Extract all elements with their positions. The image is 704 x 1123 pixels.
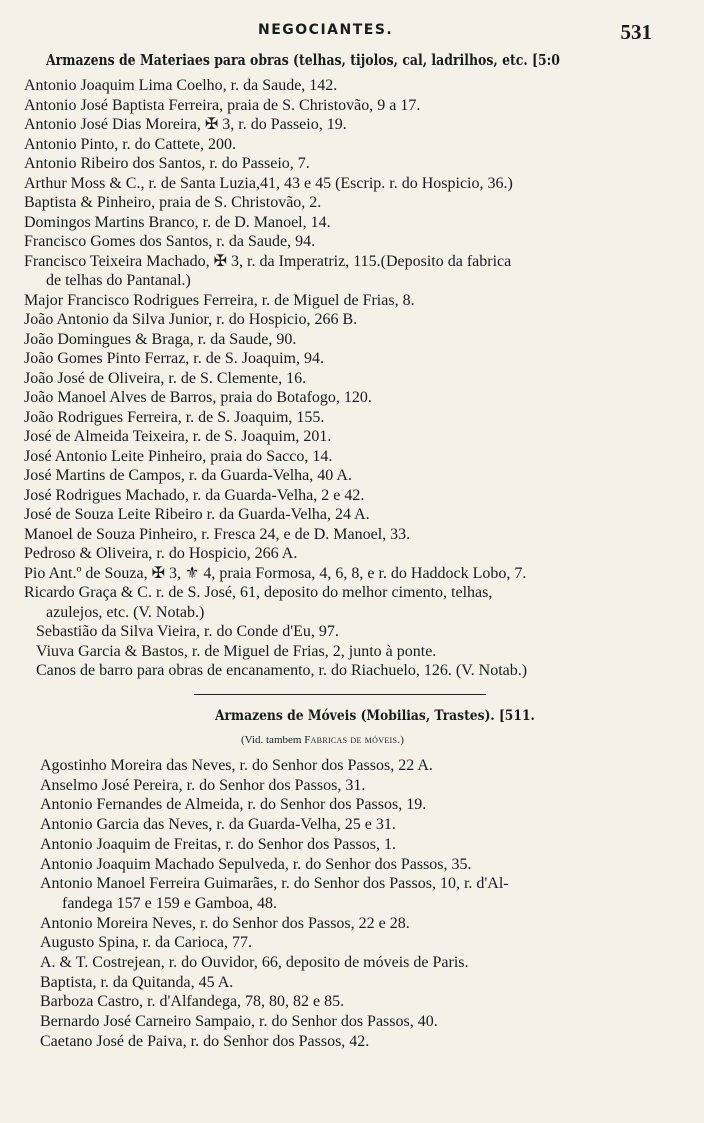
note-reference: Fabricas de móveis. (304, 734, 401, 746)
list-item: Pio Ant.º de Souza, ✠ 3, ⚜ 4, praia Formosa, 4, 6, 8, e r. do Haddock Lobo, 7. (24, 564, 527, 582)
section-divider (194, 694, 486, 695)
section-heading-furniture: Armazens de Móveis (Mobilias, Trastes). [511. (215, 708, 535, 724)
list-item: Pedroso & Oliveira, r. do Hospicio, 266 A. (24, 545, 298, 562)
note-suffix: ) (400, 734, 404, 746)
list-item: José Martins de Campos, r. da Guarda-Velha, 40 A. (24, 467, 352, 484)
list-item: Antonio Joaquim de Freitas, r. do Senhor dos Passos, 1. (40, 835, 396, 853)
running-head (0, 22, 704, 44)
list-item-continuation: fandega 157 e 159 e Gamboa, 48. (62, 894, 278, 912)
list-item: Francisco Teixeira Machado, ✠ 3, r. da Imperatriz, 115.(Deposito da fabrica (24, 252, 512, 270)
list-item: Antonio Joaquim Lima Coelho, r. da Saude, 142. (24, 77, 338, 94)
list-item: Ricardo Graça & C. r. de S. José, 61, deposito do melhor cimento, telhas, (24, 584, 493, 601)
list-item: Antonio Moreira Neves, r. do Senhor dos Passos, 22 e 28. (40, 914, 410, 932)
list-item: Caetano José de Paiva, r. do Senhor dos Passos, 42. (40, 1032, 370, 1050)
list-item: Barboza Castro, r. d'Alfandega, 78, 80, 82 e 85. (40, 993, 345, 1011)
list-item: Anselmo José Pereira, r. do Senhor dos Passos, 31. (40, 776, 366, 794)
list-item: João Manoel Alves de Barros, praia do Botafogo, 120. (24, 389, 372, 406)
list-item: José de Almeida Teixeira, r. de S. Joaquim, 201. (24, 428, 332, 445)
list-item: Antonio Garcia das Neves, r. da Guarda-Velha, 25 e 31. (40, 816, 396, 834)
list-item-continuation: de telhas do Pantanal.) (46, 272, 191, 289)
list-item: José Rodrigues Machado, r. da Guarda-Velha, 2 e 42. (24, 486, 365, 504)
list-item: Augusto Spina, r. da Carioca, 77. (40, 934, 252, 952)
list-item: Antonio Fernandes de Almeida, r. do Senhor dos Passos, 19. (40, 796, 427, 814)
note-prefix: (Vid. tambem (241, 734, 302, 746)
list-item: Antonio Manoel Ferreira Guimarães, r. do Senhor dos Passos, 10, r. d'Al- (40, 875, 509, 893)
list-item: Canos de barro para obras de encanamento, r. do Riachuelo, 126. (V. Notab.) (36, 662, 528, 679)
list-item: João José de Oliveira, r. de S. Clemente, 16. (24, 369, 307, 387)
list-item: Sebastião da Silva Vieira, r. do Conde d'Eu, 97. (36, 623, 339, 640)
list-item: Baptista, r. da Quitanda, 45 A. (40, 973, 234, 991)
list-item: José de Souza Leite Ribeiro r. da Guarda-Velha, 24 A. (24, 506, 370, 523)
list-item: João Domingues & Braga, r. da Saude, 90. (24, 330, 297, 348)
list-item: Antonio Pinto, r. do Cattete, 200. (24, 135, 236, 153)
page-number: 531 (620, 20, 652, 44)
list-item: Francisco Gomes dos Santos, r. da Saude, 94. (24, 233, 316, 250)
list-item: Antonio Joaquim Machado Sepulveda, r. do Senhor dos Passos, 35. (40, 855, 472, 873)
list-item: João Gomes Pinto Ferraz, r. de S. Joaquim, 94. (24, 350, 324, 367)
section-cross-reference (241, 734, 404, 746)
list-item: Bernardo José Carneiro Sampaio, r. do Senhor dos Passos, 40. (40, 1013, 438, 1031)
list-item-continuation: azulejos, etc. (V. Notab.) (46, 603, 205, 621)
running-title: NEGOCIANTES. (258, 22, 394, 38)
list-item: Baptista & Pinheiro, praia de S. Christovão, 2. (24, 194, 322, 211)
list-item: Antonio Ribeiro dos Santos, r. do Passeio, 7. (24, 155, 310, 172)
list-item: Antonio José Dias Moreira, ✠ 3, r. do Passeio, 19. (24, 116, 347, 133)
building-materials-list (24, 76, 674, 681)
list-item: Viuva Garcia & Bastos, r. de Miguel de Frias, 2, junto à ponte. (36, 642, 437, 660)
list-item: Arthur Moss & C., r. de Santa Luzia,41, 43 e 45 (Escrip. r. do Hospicio, 36.) (24, 174, 513, 192)
list-item: Antonio José Baptista Ferreira, praia de S. Christovão, 9 a 17. (24, 96, 421, 114)
list-item: Manoel de Souza Pinheiro, r. Fresca 24, e de D. Manoel, 33. (24, 525, 411, 543)
list-item: A. & T. Costrejean, r. do Ouvidor, 66, deposito de móveis de Paris. (40, 954, 469, 972)
list-item: José Antonio Leite Pinheiro, praia do Sacco, 14. (24, 447, 333, 465)
list-item: João Rodrigues Ferreira, r. de S. Joaquim, 155. (24, 408, 325, 426)
list-item: Agostinho Moreira das Neves, r. do Senhor dos Passos, 22 A. (40, 757, 433, 774)
furniture-list (40, 756, 672, 1052)
list-item: Domingos Martins Branco, r. de D. Manoel, 14. (24, 213, 331, 231)
list-item: João Antonio da Silva Junior, r. do Hospicio, 266 B. (24, 311, 358, 328)
section-heading-building-materials: Armazens de Materiaes para obras (telhas, tijolos, cal, ladrilhos, etc. [5:0 (46, 52, 560, 69)
list-item: Major Francisco Rodrigues Ferreira, r. de Miguel de Frias, 8. (24, 291, 415, 309)
